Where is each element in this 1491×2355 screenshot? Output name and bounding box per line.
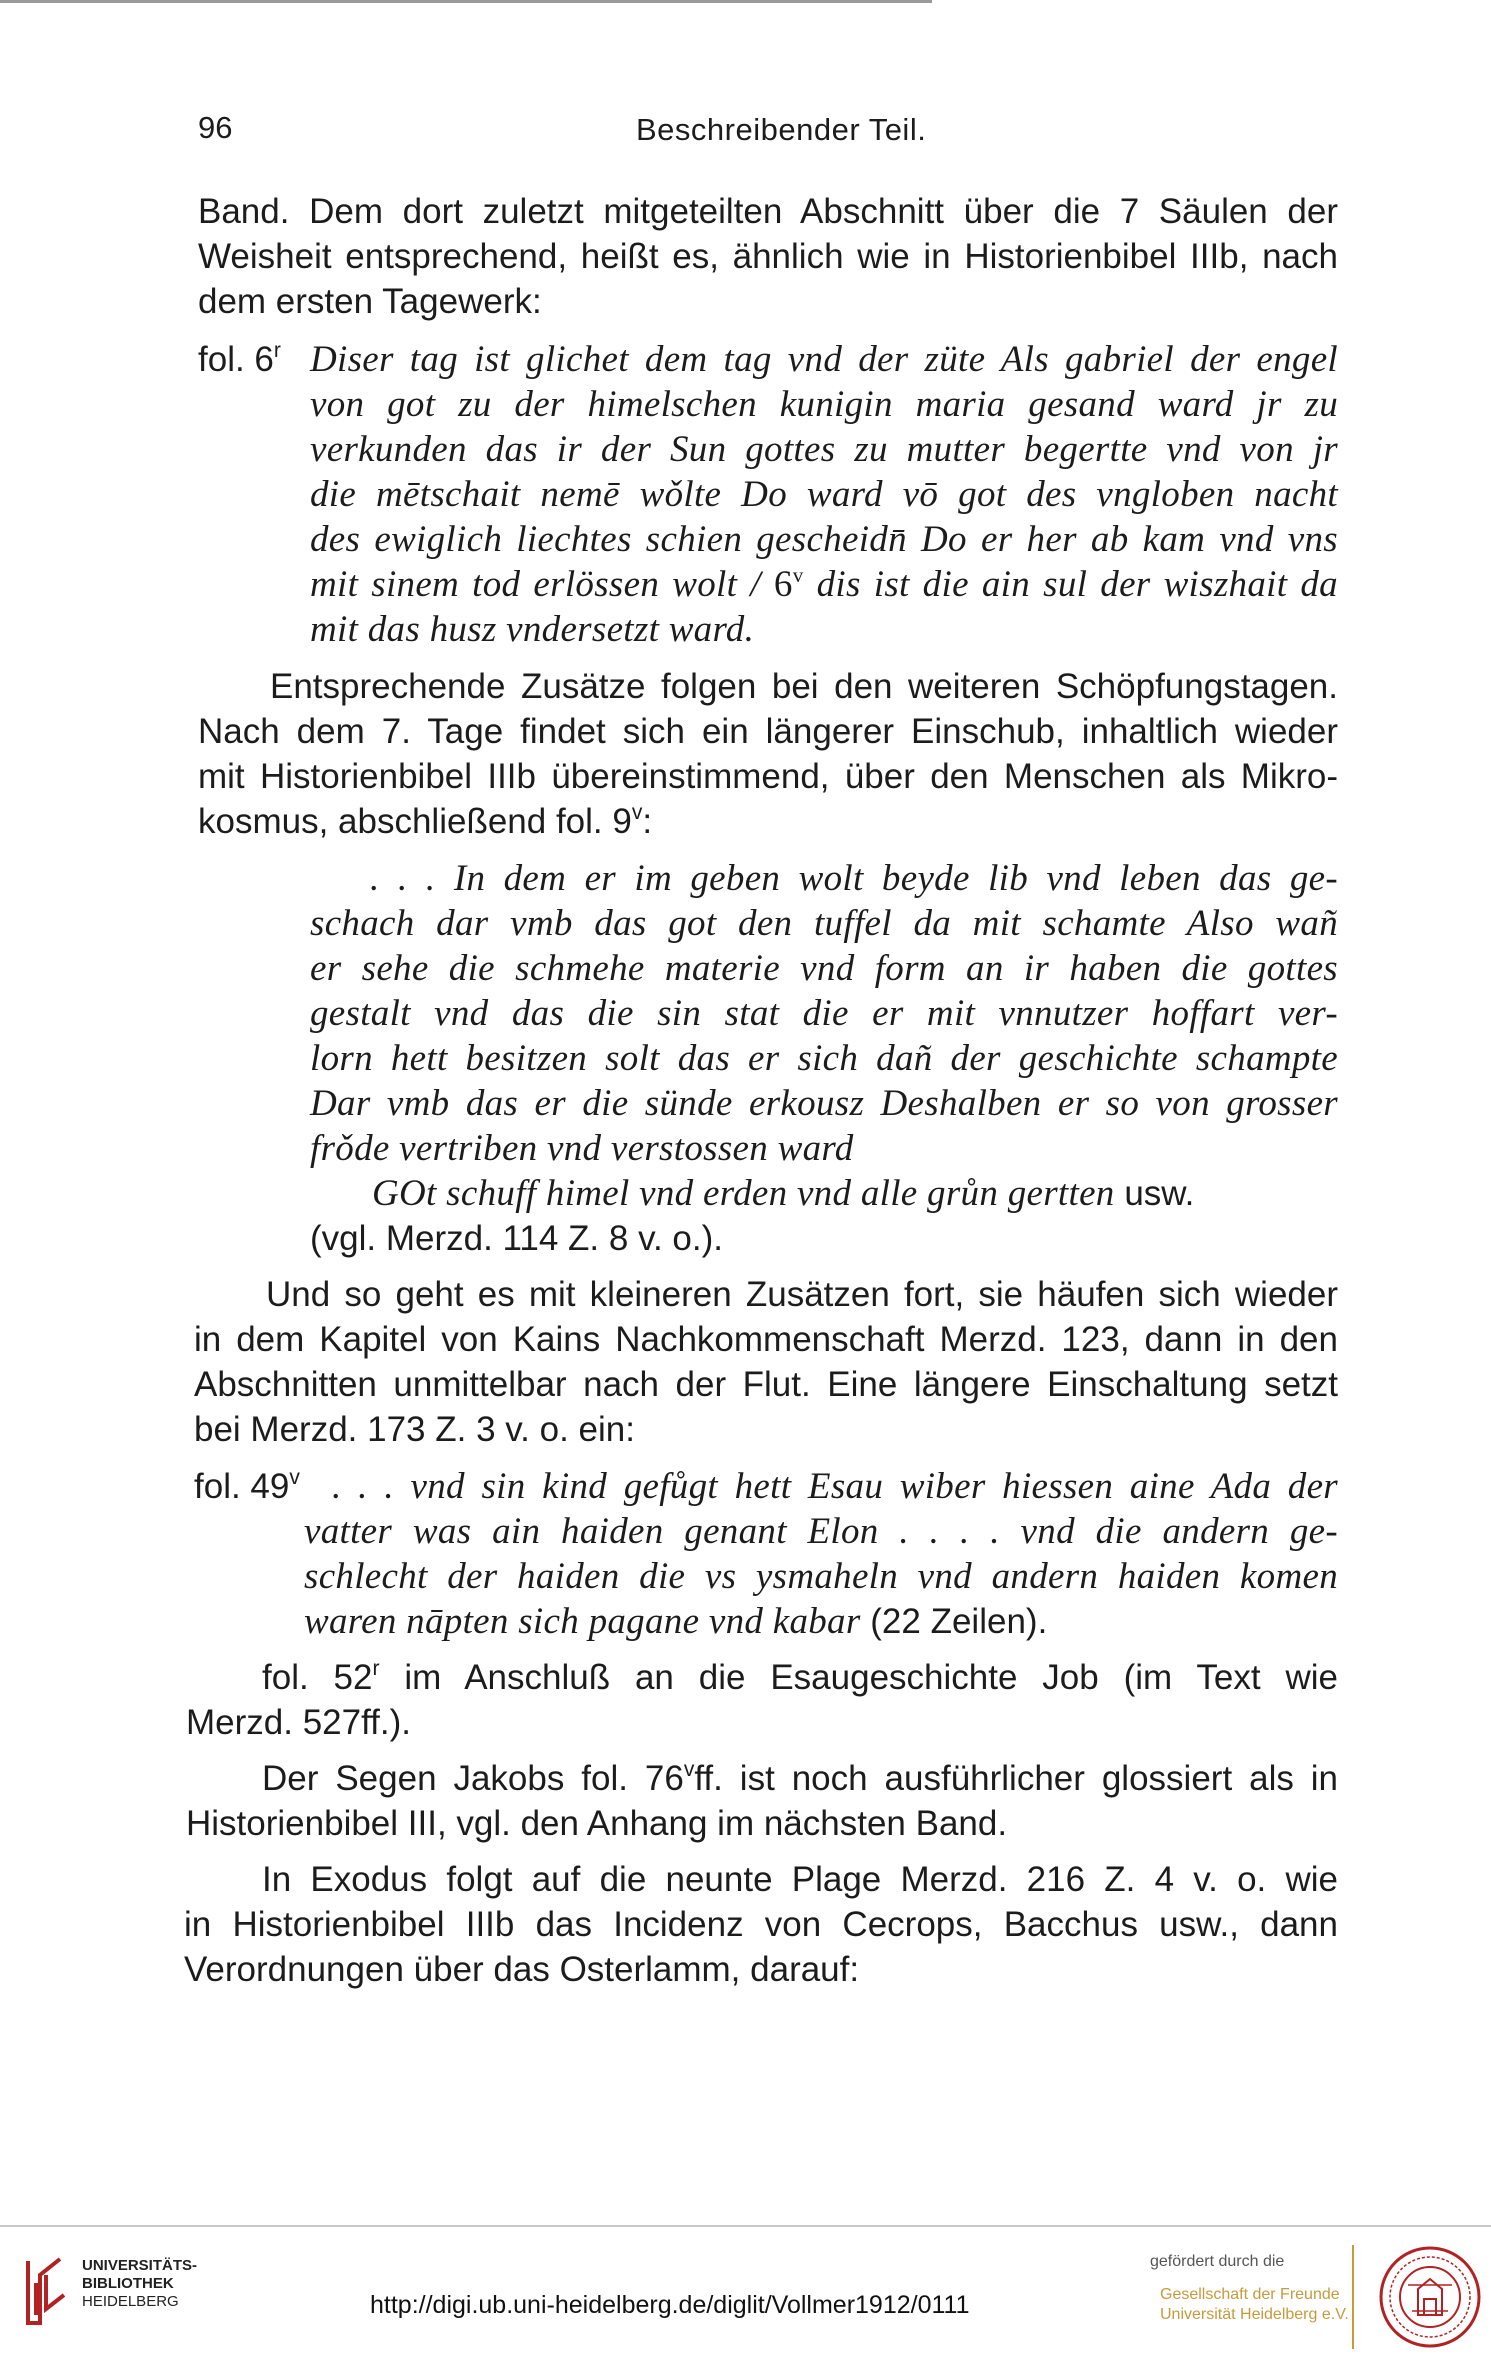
text-line: mit Historienbibel IIIb übereinstimmend, über den Menschen als Mikro- [198,757,1338,796]
footer [0,2225,1491,2355]
folio-label: fol. 49$^v$ [194,1466,300,1506]
quote-line: von got zu der himelschen kunigin maria gesand ward jr zu [310,384,1338,425]
text-line: in Historienbibel IIIb das Incidenz von Cecrops, Bacchus usw., dann [184,1905,1338,1944]
text-line: Weisheit entsprechend, heißt es, ähnlich wie in Historienbibel IIIb, nach [198,237,1338,276]
text-line: Entsprechende Zusätze folgen bei den weiteren Schöpfungstagen. [270,667,1338,706]
quote-line: waren nāpten sich pagane vnd kabar (22 Zeilen). [304,1601,1048,1642]
text-line: kosmus, abschließend fol. 9$^v$: [198,801,653,841]
running-title: Beschreibender Teil. [636,112,927,147]
quote-line: schlecht der haiden die vs ysmaheln vnd andern haiden komen [304,1556,1338,1597]
quote-line: verkunden das ir der Sun gottes zu mutter begertte vnd von jr [310,429,1338,470]
text-line: in dem Kapitel von Kains Nachkommenschaft Merzd. 123, dann in den [194,1320,1338,1359]
text-line: In Exodus folgt auf die neunte Plage Merzd. 216 Z. 4 v. o. wie [262,1860,1338,1899]
quote-line: mit das husz vndersetzt ward. [310,609,755,650]
text-line: Nach dem 7. Tage findet sich ein längerer Einschub, inhaltlich wieder [198,712,1338,751]
text-line: bei Merzd. 173 Z. 3 v. o. ein: [194,1410,635,1449]
quote-line: . . . vnd sin kind gefůgt hett Esau wiber hiessen aine Ada der [332,1466,1338,1507]
quote-line: er sehe die schmehe materie vnd form an ir haben die gottes [310,948,1338,989]
quote-line: gestalt vnd das die sin stat die er mit vnnutzer hoffart ver- [310,993,1338,1034]
text-line: fol. 52$^r$ im Anschluß an die Esaugeschichte Job (im Text wie [262,1657,1338,1697]
quote-line: die mētschait nemē wǒlte Do ward vō got des vngloben nacht [310,474,1338,515]
quote-line: schach dar vmb das got den tuffel da mit schamte Also wañ [310,903,1338,944]
university-seal-icon [1378,2245,1482,2349]
footer-divider [1352,2245,1354,2349]
top-rule [0,0,932,3]
quote-line: Dar vmb das er die sünde erkousz Deshalben er so von grosser [310,1083,1338,1124]
text-line: Band. Dem dort zuletzt mitgeteilten Abschnitt über die 7 Säulen der [198,192,1338,231]
page-number: 96 [198,110,233,145]
text-line: (vgl. Merzd. 114 Z. 8 v. o.). [310,1219,723,1258]
text-line: Merzd. 527ff.). [186,1703,412,1742]
quote-line: vatter was ain haiden genant Elon . . . . vnd die andern ge- [304,1511,1338,1552]
quote-line: des ewiglich liechtes schien gescheidn̄ Do er her ab kam vnd vns [310,519,1338,560]
permalink[interactable]: http://digi.ub.uni-heidelberg.de/diglit/Vollmer1912/0111 [370,2291,970,2319]
quote-line: lorn hett besitzen solt das er sich dañ der geschichte schampte [310,1038,1338,1079]
text-line: Historienbibel III, vgl. den Anhang im nächsten Band. [186,1804,1008,1843]
text-line: dem ersten Tagewerk: [198,282,542,321]
library-logo-icon [20,2253,72,2331]
footer-rule [0,2225,1491,2227]
sponsor-name: Gesellschaft der Freunde Universität Heidelberg e.V. [1160,2286,1349,2323]
quote-line: . . . In dem er im geben wolt beyde lib vnd leben das ge- [370,858,1338,899]
text-line: Und so geht es mit kleineren Zusätzen fort, sie häufen sich wieder [266,1275,1338,1314]
text-line: Verordnungen über das Osterlamm, darauf: [184,1950,860,1989]
text-line: Abschnitten unmittelbar nach der Flut. Eine längere Einschaltung setzt [194,1365,1338,1404]
library-name: UNIVERSITÄTS- BIBLIOTHEK HEIDELBERG [82,2257,198,2310]
text-line: Der Segen Jakobs fol. 76$^v$ff. ist noch ausführlicher glossiert als in [262,1758,1339,1798]
sponsor-label: gefördert durch die [1150,2253,1285,2270]
quote-line: Diser tag ist glichet dem tag vnd der züte Als gabriel der engel [310,339,1338,380]
quote-line: frǒde vertriben vnd verstossen ward [310,1128,854,1169]
quote-line: mit sinem tod erlössen wolt / 6$^v$ dis ist die ain sul der wiszhait da [310,563,1338,605]
folio-label: fol. 6$^r$ [198,339,281,379]
quote-line: GOt schuff himel vnd erden vnd alle grůn gertten usw. [372,1173,1195,1214]
